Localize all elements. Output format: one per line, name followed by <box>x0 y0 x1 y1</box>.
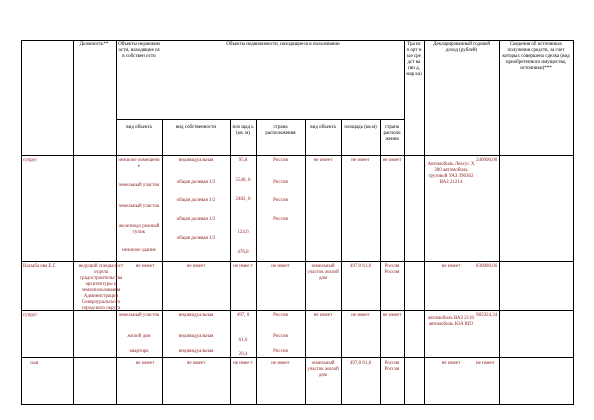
header-position: Должность** <box>79 42 109 47</box>
row-divider <box>21 261 574 262</box>
row4-country: не имеет <box>271 361 290 366</box>
row2-type: не имеет <box>135 264 155 269</box>
row4-type: не имеет <box>135 361 155 366</box>
row3-used-country: не имеет <box>382 313 402 318</box>
row3-type: земельный участок <box>118 313 160 318</box>
row1-country: Россия <box>273 158 288 163</box>
row2-country: не имеет <box>271 264 290 269</box>
row1-transport: Автомобиль Лексус Х 300 автомобиль грузовой УАЗ 390362 ВАЗ 21214 <box>427 162 475 185</box>
col-border <box>116 40 117 405</box>
row3-type: квартира <box>129 349 149 354</box>
row1-used-country: не имеет <box>382 158 402 163</box>
row3-ownership: индивидуальная <box>178 334 214 339</box>
row3-income: 985924,34 <box>476 313 498 318</box>
row1-ownership: общая долевая 1/2 <box>176 217 216 222</box>
header-area: пло щад ь (кв. м) <box>232 125 254 136</box>
row4-area: не имее т <box>233 361 253 366</box>
row1-country: Россия <box>273 180 288 185</box>
row-divider <box>21 357 574 358</box>
row2-ownership: не имеет <box>186 264 206 269</box>
row1-area: 5540, 0 <box>235 178 251 183</box>
header-subdivider <box>116 119 404 120</box>
col-border <box>499 40 500 405</box>
row4-name: сын <box>30 361 39 366</box>
row1-country: Россия <box>273 217 288 222</box>
row3-type: жилой дом <box>127 334 151 339</box>
row1-ownership: общая долевая 1/2 <box>176 236 216 241</box>
row2-used-type: земельный участок жилой дом <box>307 264 339 281</box>
row3-name: супруг <box>23 313 38 318</box>
row2-used-country: Россия Россия <box>384 264 400 275</box>
row3-used-type: не имеет <box>313 313 333 318</box>
header-used-country: страна располо жения <box>383 125 401 142</box>
row2-name: Насыба ева Е.Г. <box>23 264 57 269</box>
row3-transport: автомобиль ВАЗ 2110 автомобиль KIA RIO <box>428 316 474 327</box>
row3-ownership: индивидуальная <box>178 349 214 354</box>
header-bottom-border <box>21 155 574 156</box>
row1-ownership: индивидуальная <box>178 158 214 163</box>
row2-transport: не имеет <box>441 264 461 269</box>
row1-type: земельный участок <box>118 183 160 188</box>
row1-ownership: общая долевая 1/2 <box>176 180 216 185</box>
row1-area: 2482, 0 <box>235 197 251 202</box>
row3-area: 61,6 <box>238 338 248 343</box>
row2-area: не имее т <box>233 264 253 269</box>
table-top-border <box>21 40 574 41</box>
col-border <box>162 119 163 405</box>
col-border <box>380 119 381 405</box>
row2-used-area: 497,0 61,6 <box>349 264 372 269</box>
col-border <box>73 40 74 405</box>
col-border <box>341 119 342 405</box>
col-border <box>230 119 231 405</box>
row4-used-country: Россия Россия <box>384 361 400 372</box>
row3-area: 29,4 <box>238 352 248 357</box>
header-income: Декларированный годовой доход (рублей) <box>433 42 490 53</box>
header-owned: Объекты недвижим ости, находящие ся в собствен ости <box>118 42 160 59</box>
row1-area: 476,8 <box>237 250 249 255</box>
row2-income: 830080,66 <box>476 264 498 269</box>
col-border <box>424 40 425 405</box>
row4-used-area: 497,0 61,6 <box>349 361 372 366</box>
row1-name: супруг <box>23 158 38 163</box>
row3-country: Россия <box>273 313 288 318</box>
header-sources: Сведения об источниках получения средств, за счет которых совершена сделка (вид приобретенного имущества, источники)*** <box>502 42 570 71</box>
row3-country: Россия <box>273 349 288 354</box>
row1-type: нежилое здание <box>122 248 156 253</box>
col-border <box>305 119 306 405</box>
row3-used-area: не имеет <box>351 313 370 318</box>
row4-income: не имеет <box>476 361 495 366</box>
row1-used-type: не имеет <box>313 158 333 163</box>
row1-ownership: общая долевая 1/2 <box>176 198 216 203</box>
row1-type: нежилое помещени е <box>118 158 160 169</box>
row1-used-area: не имеет <box>351 158 370 163</box>
col-border <box>256 119 257 405</box>
row1-country: Россия <box>273 198 288 203</box>
header-object-type: вид объекта <box>126 125 152 130</box>
row2-position: ведущий специалист отдела градостроительства архитектуры и землепользования Администрации Североуральского городского округа <box>78 264 124 311</box>
row3-area: 497, 0 <box>236 313 250 318</box>
row3-country: Россия <box>273 334 288 339</box>
row4-transport: не имеет <box>441 361 461 366</box>
col-border <box>404 40 405 405</box>
row1-type: железнодо рожный тупик <box>118 224 160 235</box>
header-country: страна расположения <box>265 125 296 136</box>
header-used: Объекты недвижимости, находящиеся в пользовании <box>226 42 340 47</box>
row1-area: 124,6 <box>237 230 249 235</box>
row3-ownership: индивидуальная <box>178 313 214 318</box>
col-border <box>21 40 22 405</box>
row4-used-type: земельный участок жилой дом <box>307 361 339 378</box>
row4-ownership: не имеет <box>186 361 206 366</box>
table-bottom-border <box>21 404 574 405</box>
row1-income: 240000,00 <box>476 158 498 163</box>
header-transport: Тра нсп орт ные сре дст ва (ви д, мар ка) <box>406 42 422 77</box>
row1-area: 95,8 <box>238 158 248 163</box>
header-ownership: вид собственности <box>175 125 217 130</box>
header-used-type: вид объекта <box>310 125 336 130</box>
row1-type: земельный участок <box>118 204 160 209</box>
header-used-area: площадь (кв.м) <box>344 125 377 130</box>
col-border <box>573 40 574 405</box>
